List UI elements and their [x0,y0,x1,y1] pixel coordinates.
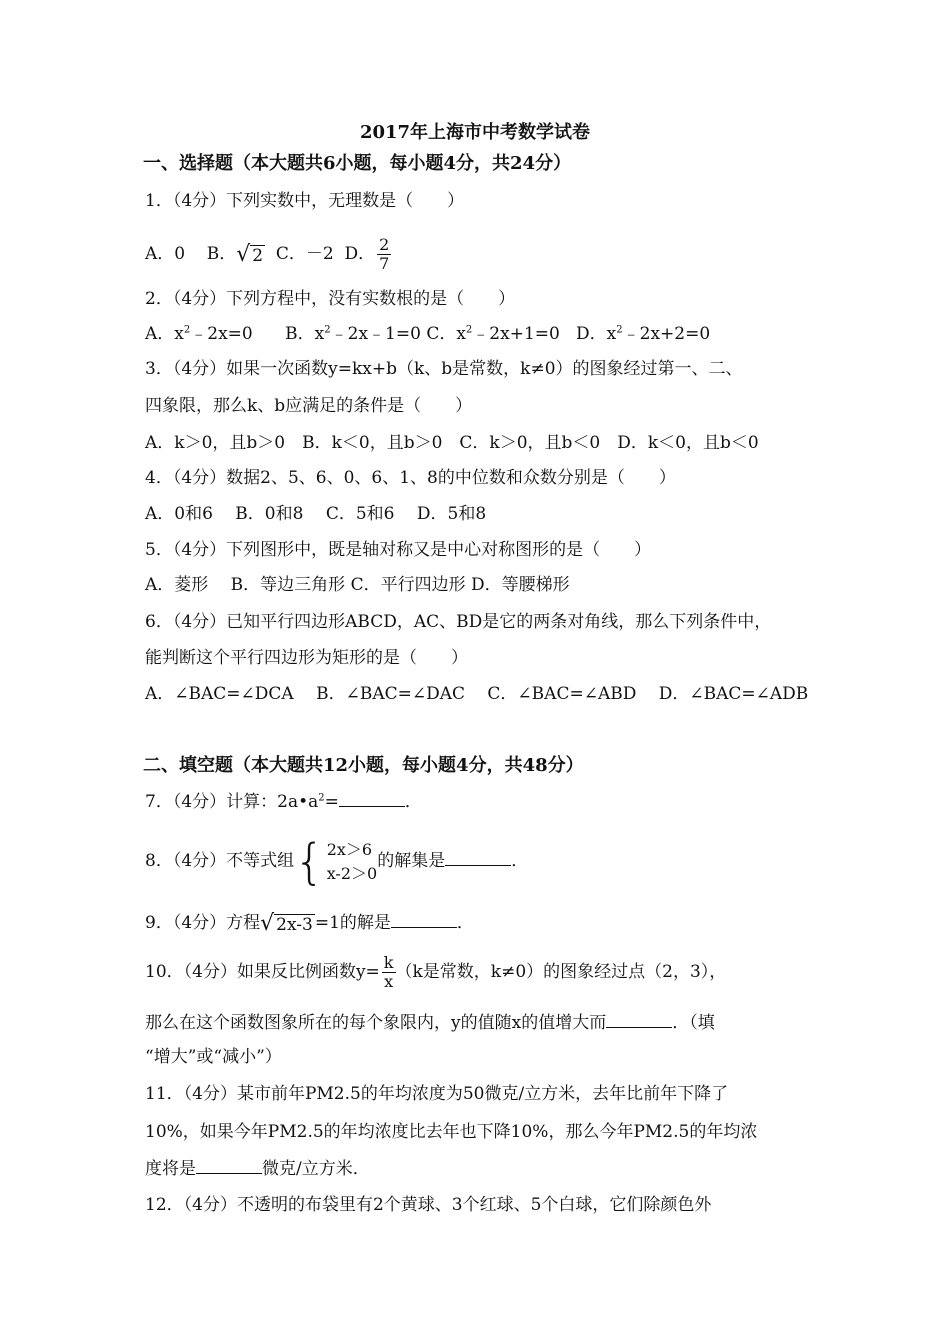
question-11-line2: 10%，如果今年PM2.5的年均浓度比去年也下降10%，那么今年PM2.5的年均浓 [145,1122,758,1142]
question-3-stem-line1: 3．（4分）如果一次函数y=kx+b（k、b是常数，k≠0）的图象经过第一、二、 [145,359,743,379]
question-5-options: A．菱形 B．等边三角形 C．平行四边形 D．等腰梯形 [145,575,570,595]
option-c: C．－2 [275,244,334,264]
answer-blank[interactable] [445,849,511,866]
exponent: 2 [318,792,325,804]
question-11-line1: 11．（4分）某市前年PM2.5的年均浓度为50微克/立方米，去年比前年下降了 [145,1084,729,1104]
question-10-line1 [145,950,726,994]
answer-blank[interactable] [606,1011,672,1028]
question-11-line3-end: 微克/立方米． [262,1159,370,1179]
option-c-text: C．x [426,324,466,344]
question-6-options: A．∠BAC=∠DCA B．∠BAC=∠DAC C．∠BAC=∠ABD D．∠BAC=∠ADB [145,684,809,704]
option-c [426,324,560,344]
fraction-denominator: x [384,972,394,991]
option-a-text: A．x [145,324,184,344]
question-9 [145,908,474,938]
fraction [377,236,391,273]
question-9-text: 9．（4分）方程 [145,913,261,933]
question-8-mid: 的解集是 [377,851,446,871]
option-d [345,234,392,274]
exponent: 2 [324,324,331,336]
question-6-stem-line2: 能判断这个平行四边形为矩形的是（ ） [145,648,468,668]
option-a-rest: ﹣2x=0 [190,324,253,344]
option-d-text: D．x [576,324,617,344]
inequality-row-2: x-2＞0 [326,863,378,883]
exponent: 2 [465,324,473,336]
sqrt-symbol: √ 2 [236,242,264,267]
option-c-rest: ﹣2x+1=0 [472,324,560,344]
section-heading-choice: 一、选择题（本大题共6小题，每小题4分，共24分） [143,153,572,174]
question-1-options [145,234,391,274]
option-b-label: B． [206,244,237,264]
question-7 [145,790,422,814]
option-a [145,324,253,344]
inequality-system [294,833,378,890]
question-11-line3-text: 度将是 [145,1159,196,1179]
question-5-stem: 5．（4分）下列图形中，既是轴对称又是中心对称图形的是（ ） [145,540,652,560]
question-8 [145,834,528,888]
question-1-stem: 1．（4分）下列实数中，无理数是（ ） [145,191,465,211]
question-2-stem: 2．（4分）下列方程中，没有实数根的是（ ） [145,289,516,309]
answer-blank[interactable] [391,911,457,928]
page-title: 2017年上海市中考数学试卷 [359,122,591,143]
question-6-stem-line1: 6．（4分）已知平行四边形ABCD，AC、BD是它的两条对角线，那么下列条件中， [145,612,772,632]
question-11-line3 [145,1157,370,1181]
question-3-options: A．k＞0，且b＞0 B．k＜0，且b＞0 C．k＞0，且b＜0 D．k＜0，且b＜0 [145,433,759,453]
left-brace-icon: { [294,833,325,890]
option-b [207,234,265,274]
option-b-radicand: 2 [252,246,264,266]
option-d-label: D． [344,244,376,264]
inequality-row-1: 2x＞6 [326,839,373,859]
question-2-options [145,322,710,346]
fraction [382,954,396,991]
option-b [285,324,421,344]
question-3-stem-line2: 四象限，那么k、b应满足的条件是（ ） [145,396,473,416]
fraction-numerator: 2 [379,235,390,254]
question-8-text: 8．（4分）不等式组 [145,851,295,871]
question-10-line2 [145,1011,715,1035]
fraction-numerator: k [383,953,394,972]
answer-blank[interactable] [339,790,405,807]
sqrt-symbol: √ 2x-3 [260,911,313,936]
question-12-line1: 12．（4分）不透明的布袋里有2个黄球、3个红球、5个白球，它们除颜色外 [145,1195,712,1215]
question-4-stem: 4．（4分）数据2、5、6、0、6、1、8的中位数和众数分别是（ ） [145,468,676,488]
option-d [576,324,710,344]
question-10-rest: （k是常数，k≠0）的图象经过点（2，3）， [395,962,727,982]
question-10-line2-text: 那么在这个函数图象所在的每个象限内，y的值随x的值增大而 [145,1013,607,1033]
option-b-text: B．x [285,324,325,344]
question-9-mid: =1的解是 [314,913,391,933]
option-d-rest: ﹣2x+2=0 [622,324,711,344]
question-7-end: ． [404,792,422,812]
option-b-rest: ﹣2x﹣1=0 [330,324,421,344]
question-4-options: A．0和6 B．0和8 C．5和6 D．5和8 [145,504,487,524]
answer-blank[interactable] [196,1157,262,1174]
exponent: 2 [183,324,191,336]
question-7-text: 7．（4分）计算：2a•a [145,792,319,812]
radicand: 2x-3 [276,915,313,935]
question-10-text: 10．（4分）如果反比例函数y= [145,962,380,982]
fraction-denominator: 7 [379,254,390,273]
question-7-equals: = [324,792,339,812]
question-10-line3: “增大”或“减小”） [145,1047,282,1067]
question-10-line2-end: ．（填 [672,1013,715,1033]
question-8-end: ． [511,851,529,871]
option-a: A．0 [145,244,186,264]
question-9-end: ． [456,913,474,933]
exponent: 2 [616,324,623,336]
section-heading-fill-in: 二、填空题（本大题共12小题，每小题4分，共48分） [143,755,584,776]
